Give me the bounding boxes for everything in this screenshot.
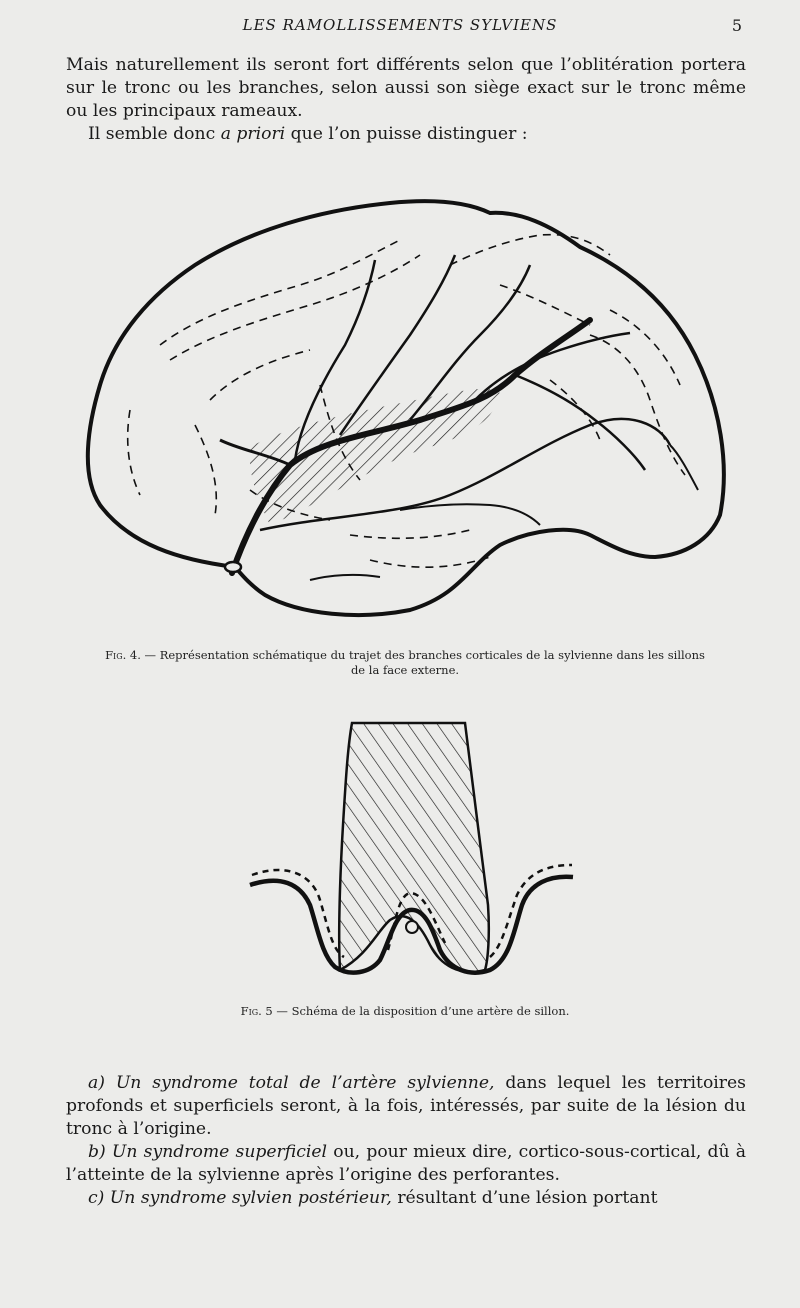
figure-5-sulcus-artery-schema xyxy=(240,715,585,990)
syndrome-text: dans lequel les territoires profonds et superficiels seront, à la fois, intéressés, par suite de la lésion du tronc à l’origine. xyxy=(66,1073,746,1139)
intro-text xyxy=(66,54,746,146)
syndrome-title: Un syndrome total de l’artère sylvienne, xyxy=(104,1073,495,1093)
figure-4-brain-illustration xyxy=(70,185,740,625)
figure-4-caption xyxy=(60,648,750,678)
figure-4-caption-line1: — Représentation schématique du trajet des branches corticales de la sylvienne dans les sillons xyxy=(140,648,705,662)
figure-5-caption-label: Fig. 5 xyxy=(240,1004,273,1018)
running-title: LES RAMOLLISSEMENTS SYLVIENS xyxy=(242,16,558,34)
syndrome-item xyxy=(66,1141,746,1187)
syndrome-marker: c) xyxy=(88,1188,105,1208)
syndrome-item xyxy=(66,1072,746,1141)
figure-5-caption xyxy=(60,1004,750,1019)
running-head xyxy=(0,16,800,38)
intro-p2-before: Il semble donc xyxy=(88,124,221,144)
figure-4-caption-label: Fig. 4. xyxy=(105,648,141,662)
syndrome-text: ou, pour mieux dire, cortico-sous-cortical, dû à l’atteinte de la sylvienne après l’origine des perforantes. xyxy=(66,1142,747,1185)
sulcal-artery xyxy=(406,921,418,933)
syndrome-title: Un syndrome superficiel xyxy=(105,1142,328,1162)
intro-p2-em: a priori xyxy=(220,124,286,144)
page-number: 5 xyxy=(731,16,742,35)
syndrome-text: résultant d’une lésion portant xyxy=(391,1188,658,1208)
intro-paragraph-2 xyxy=(66,123,746,146)
syndrome-marker: b) xyxy=(88,1142,106,1162)
syndromes-list xyxy=(66,1072,746,1210)
figure-5-caption-text: — Schéma de la disposition d’une artère de sillon. xyxy=(272,1004,570,1018)
syndrome-title: Un syndrome sylvien postérieur, xyxy=(104,1188,392,1208)
syndrome-marker: a) xyxy=(88,1073,105,1093)
intro-paragraph-1: Mais naturellement ils seront fort différents selon que l’oblitération portera sur le tronc ou les branches, selon aussi son siège exact sur le tronc même ou les principaux rameaux. xyxy=(66,55,746,121)
hatched-territory xyxy=(339,723,489,972)
syndrome-item xyxy=(66,1187,746,1210)
intro-p2-after: que l’on puisse distinguer : xyxy=(285,124,528,144)
figure-4-caption-line2: de la face externe. xyxy=(350,663,460,677)
